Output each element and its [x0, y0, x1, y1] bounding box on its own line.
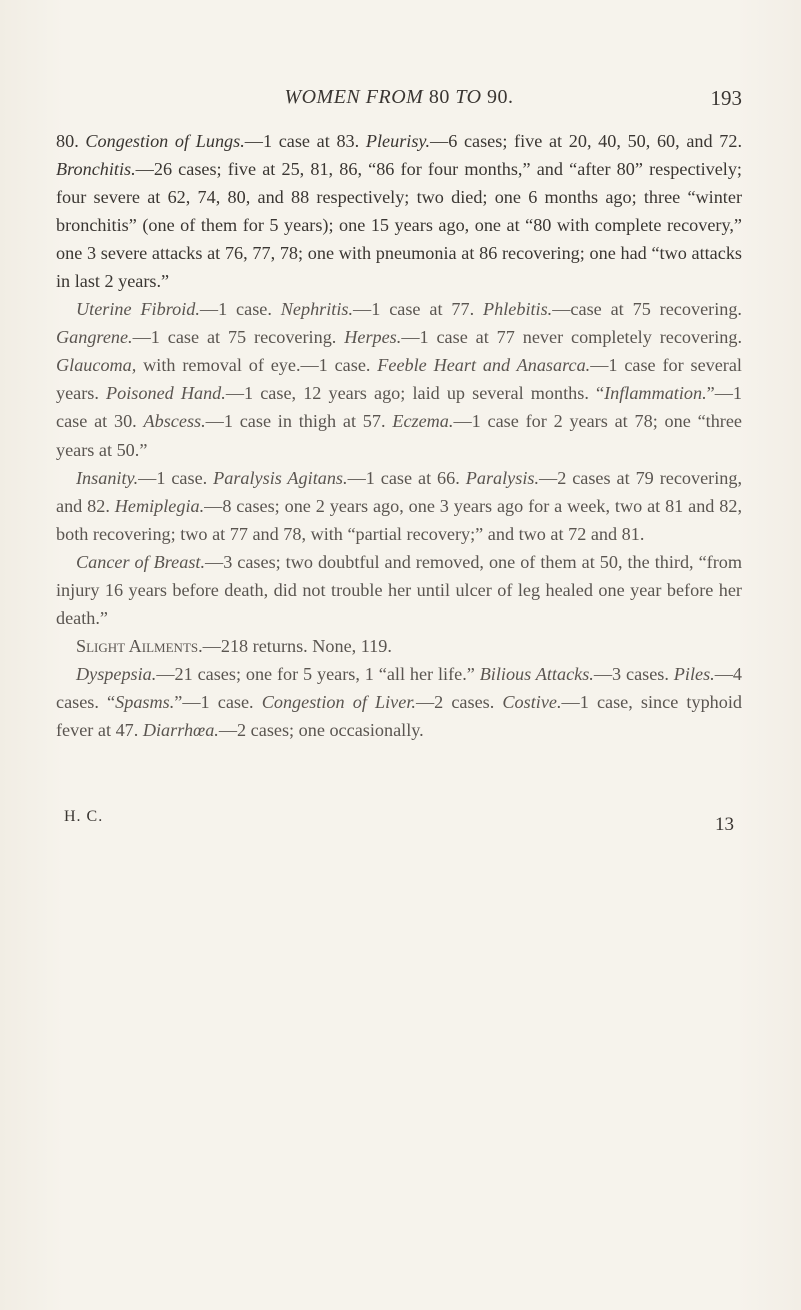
text-run: —1 case, 12 years ago; laid up several months. “ — [225, 383, 605, 404]
disease-pleurisy: Pleurisy. — [365, 131, 431, 151]
title-80: 80 — [423, 86, 456, 108]
disease-dyspepsia: Dyspepsia. — [76, 663, 157, 684]
paragraph-various-ailments — [56, 295, 742, 463]
disease-herpes: Herpes. — [344, 327, 402, 348]
text-run: —2 cases; one occasionally. — [218, 719, 424, 740]
sheet-number: 13 — [715, 814, 734, 835]
paragraph-cancer — [56, 548, 742, 632]
text-run: —4 cases. “ — [56, 663, 742, 712]
disease-diarrhoea: Diarrhœa. — [142, 719, 219, 740]
disease-uterine-fibroid: Uterine Fibroid. — [76, 299, 200, 320]
text-run: —1 case for 2 years at 78; one “three years at 50.” — [56, 411, 742, 460]
text-run: —6 cases; five at 20, 40, 50, 60, and 72. — [430, 131, 743, 151]
heading-slight-ailments: Slight Ailments. — [76, 635, 203, 656]
text-run: —1 case at 83. — [244, 131, 366, 151]
title-women-from: WOMEN FROM — [284, 86, 424, 108]
text-run: —2 cases. — [415, 691, 503, 712]
paragraph-digestive — [56, 660, 742, 744]
text-run: 80. — [56, 131, 86, 151]
disease-feeble-heart: Feeble Heart and Anasarca. — [377, 355, 591, 376]
disease-nephritis: Nephritis. — [280, 299, 354, 320]
text-run: ”—1 case at 30. — [56, 383, 742, 432]
signature-mark: H. C. — [64, 808, 104, 825]
text-run: —1 case for several years. — [56, 355, 742, 404]
disease-abscess: Abscess. — [143, 411, 206, 432]
paragraph-slight-ailments — [56, 632, 742, 660]
paragraph-respiratory — [56, 127, 742, 295]
page-footer — [56, 800, 742, 835]
disease-congestion-of-liver: Congestion of Liver. — [261, 691, 416, 712]
paragraph-nervous — [56, 464, 742, 548]
text-run: —1 case. — [138, 467, 214, 488]
disease-spasms: Spasms. — [115, 691, 175, 712]
disease-insanity: Insanity. — [76, 467, 139, 488]
text-run: —case at 75 recovering. — [552, 299, 742, 320]
text-run: —1 case in thigh at 57. — [205, 411, 393, 432]
disease-hemiplegia: Hemiplegia. — [114, 495, 205, 516]
disease-paralysis-agitans: Paralysis Agitans. — [213, 467, 348, 488]
text-run: —1 case at 77 never completely recovering. — [401, 327, 743, 348]
disease-gangrene: Gangrene. — [56, 327, 133, 348]
text-run: —1 case at 66. — [347, 467, 466, 488]
disease-eczema: Eczema. — [392, 411, 454, 432]
disease-bilious-attacks: Bilious Attacks. — [479, 663, 594, 684]
disease-piles: Piles. — [673, 663, 715, 684]
running-title — [56, 86, 742, 109]
text-run: —26 cases; five at 25, 81, 86, “86 for four months,” and “after 80” respectively; four severe at 62, 74, 80, and 88 respectively; two died; one 6 months ago; three “winter bronchitis” (one of them for 5 years); one 15 years ago, one at “80 with complete recovery,” one 3 severe attacks at 76, 77, 78; one with pneumonia at 86 recovering; one had “two attacks in last 2 years.” — [56, 159, 742, 292]
disease-phlebitis: Phlebitis. — [483, 299, 553, 320]
disease-bronchitis: Bronchitis. — [56, 159, 136, 180]
title-to: TO — [455, 86, 482, 108]
text-run: —1 case at 77. — [353, 299, 484, 320]
title-90: 90. — [481, 86, 514, 108]
disease-inflammation: Inflammation. — [604, 383, 707, 404]
disease-congestion-of-lungs: Congestion of Lungs. — [85, 131, 245, 151]
text-run: —1 case. — [199, 299, 281, 320]
body-text — [56, 127, 742, 744]
running-header — [56, 86, 742, 116]
text-run: —3 cases. — [593, 663, 674, 684]
disease-poisoned-hand: Poisoned Hand. — [106, 383, 226, 404]
text-run: with removal of eye.—1 case. — [136, 355, 378, 376]
text-run: —1 case at 75 recovering. — [132, 327, 345, 348]
disease-cancer-of-breast: Cancer of Breast. — [76, 551, 206, 572]
disease-glaucoma: Glaucoma, — [56, 355, 137, 376]
text-run: —3 cases; two doubtful and removed, one of them at 50, the third, “from injury 16 years before death, did not trouble her until ulcer of leg healed one year before her death.” — [56, 551, 742, 628]
text-run: —21 cases; one for 5 years, 1 “all her life.” — [156, 663, 480, 684]
disease-paralysis: Paralysis. — [465, 467, 539, 488]
text-run: —218 returns. None, 119. — [202, 635, 392, 656]
page-number: 193 — [710, 86, 742, 110]
text-run: —8 cases; one 2 years ago, one 3 years ago for a week, two at 81 and 82, both recovering; two at 77 and 78, with “partial recovery;” and two at 72 and 81. — [56, 495, 742, 544]
text-run: ”—1 case. — [174, 691, 262, 712]
text-run: —1 case, since typhoid fever at 47. — [56, 691, 743, 740]
disease-costive: Costive. — [502, 691, 562, 712]
text-run: —2 cases at 79 recovering, and 82. — [56, 467, 742, 516]
